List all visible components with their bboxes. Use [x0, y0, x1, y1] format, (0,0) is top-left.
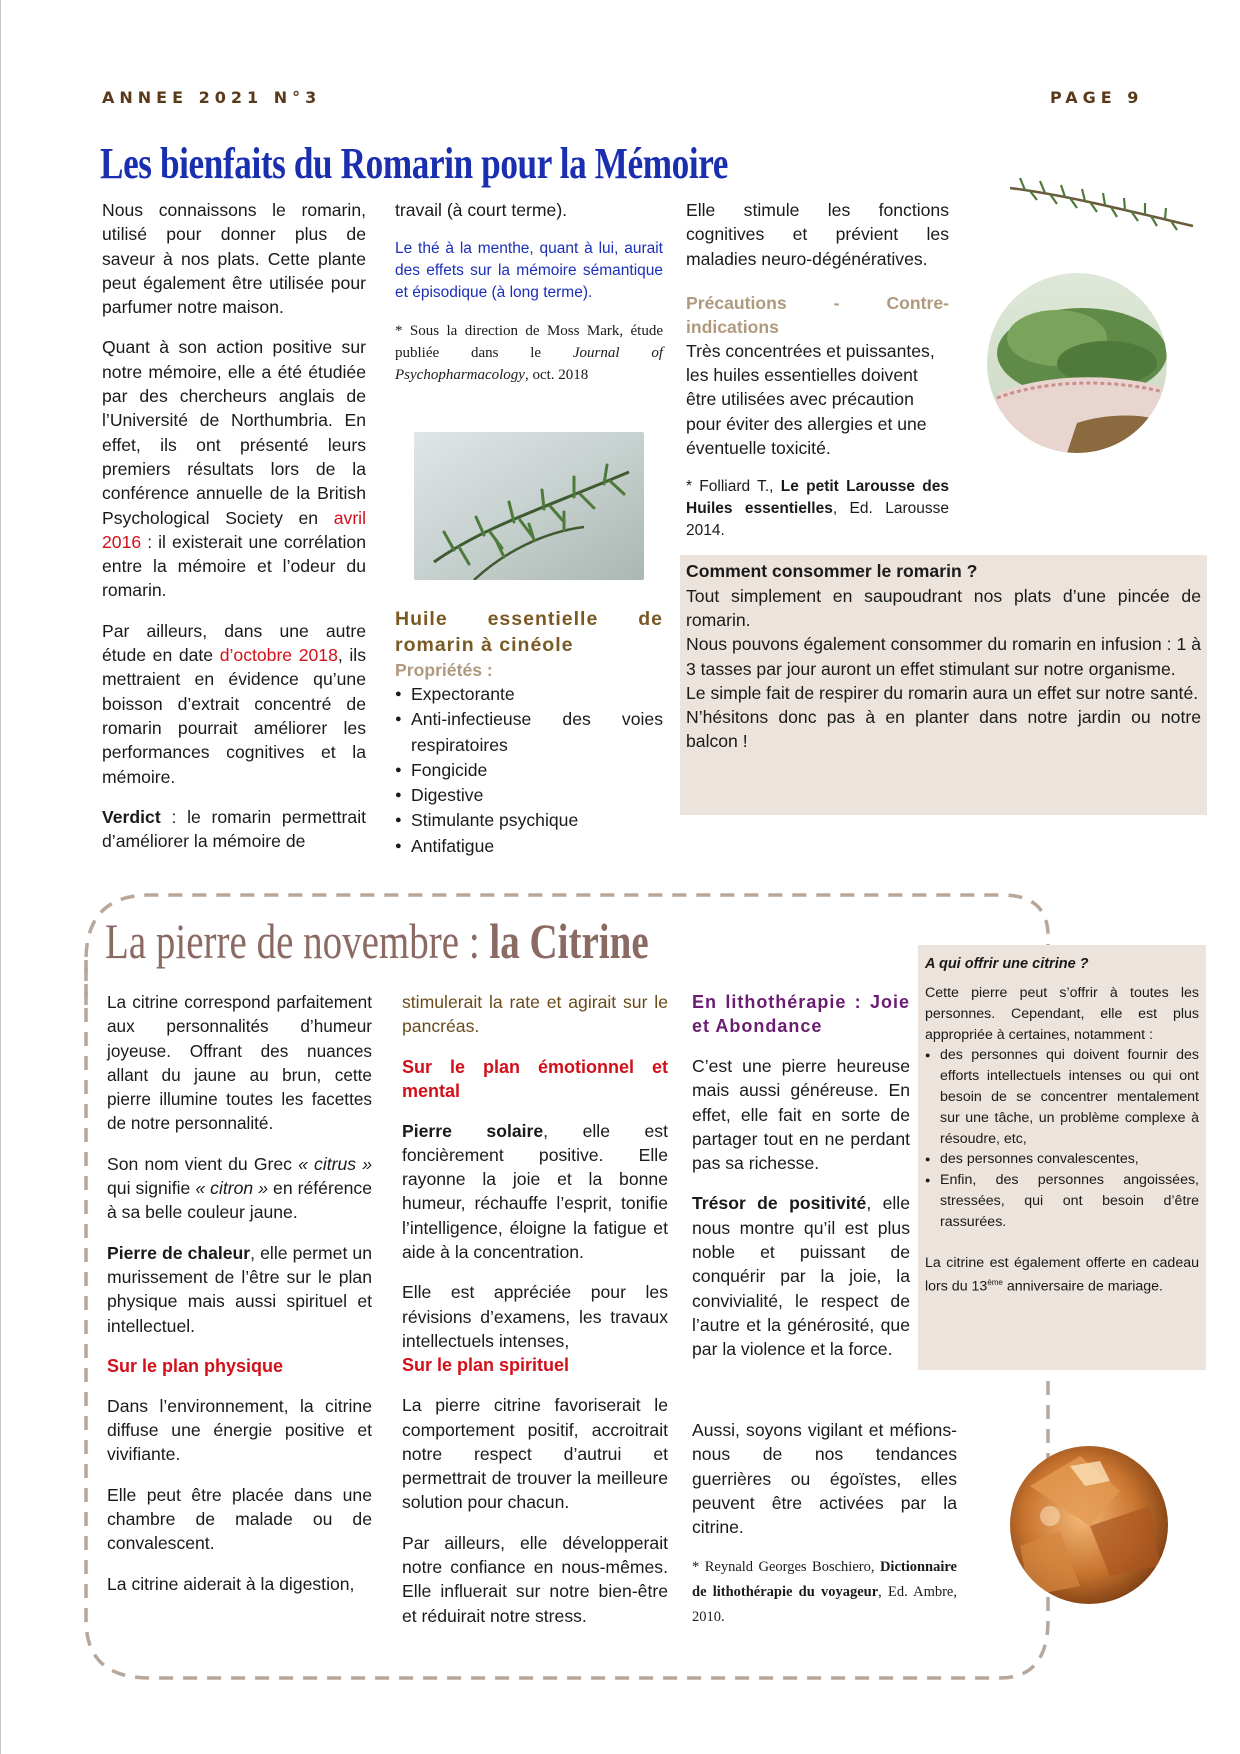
spiritual-plane-title: Sur le plan spirituel	[402, 1355, 570, 1376]
physical-plane-text: Dans l’environnement, la citrine diffuse une énergie positive et vivifiante.	[107, 1395, 372, 1465]
positivity-treasure: Trésor de positivité, elle nous montre qu’il est plus noble et puissant de conquérir par la joie, la convivialité, le respect de l’autre et la générosité, que par la violence et la force.	[692, 1193, 910, 1360]
citrine-confidence: Par ailleurs, elle développerait notre confiance en nous-mêmes. Elle influerait sur notre bien-être et réduirait notre stress.	[402, 1532, 668, 1626]
rosemary-intro: Nous connaissons le romarin, utilisé pour donner plus de saveur à nos plats. Cette plante peut également être utilisée pour parfumer notre maison.	[102, 200, 366, 318]
rosemary-verdict: Verdict : le romarin permettrait d’améliorer la mémoire de	[102, 806, 366, 852]
consumption-line: Tout simplement en saupoudrant nos plats d’une pincée de romarin.	[686, 586, 1201, 631]
rosemary-title: Les bienfaits du Romarin pour la Mémoire	[100, 139, 729, 188]
consumption-line: Le simple fait de respirer du romarin aura un effet sur notre santé.	[686, 682, 1199, 703]
citrine-stone-photo	[1010, 1446, 1168, 1604]
citrine-vigilance-block	[692, 1418, 957, 1630]
rosemary-column-1	[102, 198, 366, 869]
properties-list	[395, 682, 663, 859]
issue-header: ANNEE 2021 N°3	[102, 88, 322, 107]
property-item: ● Stimulante psychique	[395, 808, 663, 833]
emotional-plane-title: Sur le plan émotionnel et mental	[402, 1056, 668, 1101]
citrine-column-3	[692, 990, 910, 1378]
citrine-gift-title: A qui offrir une citrine ?	[925, 956, 1089, 972]
citrine-exams: Elle est appréciée pour les révisions d’examens, les travaux intellectuels intenses,	[402, 1282, 668, 1351]
citrine-title: La pierre de novembre : la Citrine	[105, 913, 649, 969]
rosemary-source-1: * Sous la direction de Moss Mark, étude publiée dans le Journal of Psychopharmacology, oct. 2018	[395, 323, 663, 384]
precautions-title: Précautions - Contre-indications	[686, 292, 949, 337]
rosemary-cognitive: Elle stimule les fonctions cognitives et prévient les maladies neuro-dégénératives.	[686, 200, 949, 269]
rosemary-photo	[414, 432, 644, 580]
essential-oil-section	[395, 606, 663, 859]
property-item: ● Digestive	[395, 783, 663, 808]
rosemary-column-3	[686, 198, 949, 542]
rosemary-column-2	[395, 198, 663, 404]
citrine-pancreas: stimulerait la rate et agirait sur le pancréas.	[402, 992, 668, 1037]
citrine-gift-list	[925, 1045, 1199, 1232]
citrine-source: * Reynald Georges Boschiero, Dictionnaire de lithothérapie du voyageur, Ed. Ambre, 2010.	[692, 1559, 957, 1626]
property-item: ● Fongicide	[395, 758, 663, 783]
citrine-gift-intro: Cette pierre peut s’offrir à toutes les personnes. Cependant, elle est plus appropriée à certaines, notamment :	[925, 985, 1199, 1043]
citrine-digestion: La citrine aiderait à la digestion,	[107, 1573, 355, 1594]
citrine-gift-item: ● Enfin, des personnes angoissées, stressées, qui ont besoin d’être rassurées.	[925, 1170, 1199, 1232]
property-item: ● Antifatigue	[395, 834, 663, 859]
consumption-title: Comment consommer le romarin ?	[686, 561, 978, 581]
citrine-gift-box	[918, 945, 1206, 1370]
consumption-line: Nous pouvons également consommer du romarin en infusion : 1 à 3 tasses par jour auront un effet stimulant sur notre organisme.	[686, 634, 1201, 679]
date-october-2018: d’octobre 2018	[219, 645, 338, 666]
lithotherapy-text: C’est une pierre heureuse mais aussi généreuse. En effet, elle fait en sorte de partager tout en ne perdant pas sa richesse.	[692, 1056, 910, 1174]
rosemary-basket-photo	[987, 273, 1167, 453]
citrine-column-2	[402, 990, 668, 1644]
citrine-warmth: Pierre de chaleur, elle permet un murissement de l’être sur le plan physique mais aussi spirituel et intellectuel.	[107, 1242, 372, 1336]
consumption-box	[680, 555, 1207, 815]
properties-label: Propriétés :	[395, 660, 493, 680]
essential-oil-title: Huile essentielle de romarin à cinéole	[395, 608, 663, 656]
spiritual-plane-text: La pierre citrine favoriserait le comportement positif, accroitrait notre respect d’autrui et permettrait de trouver la meilleure solution pour chacun.	[402, 1395, 668, 1513]
page-number: PAGE 9	[1050, 88, 1144, 107]
lithotherapy-title: En lithothérapie : Joie et Abondance	[692, 992, 910, 1036]
citrine-name-origin: Son nom vient du Grec « citrus » qui signifie « citron » en référence à sa belle couleur jaune.	[107, 1153, 372, 1223]
rosemary-research: Quant à son action positive sur notre mémoire, elle a été étudiée par des chercheurs anglais de l’Université de Northumbria. En effet, ils ont présenté leurs premiers résultats lors de la conférence annuelle de la British Psychological Society en avril 2016 : il existerait une corrélation entre la mémoire et l’odeur du romarin.	[102, 337, 366, 601]
emotional-plane-text: Pierre solaire, elle est foncièrement positive. Elle rayonne la joie et la bonne humeur, réchauffe l’esprit, tonifie l’intelligence, éloigne la fatigue et aide à la concentration.	[402, 1120, 668, 1263]
date-april-2016: avril 2016	[102, 507, 366, 552]
rosemary-study-2018: Par ailleurs, dans une autre étude en date d’octobre 2018, ils mettraient en évidence qu’une boisson d’extrait concentré de romarin pourrait améliorer les performances cognitives et la mémoire.	[102, 620, 367, 787]
physical-plane-title: Sur le plan physique	[107, 1355, 284, 1376]
citrine-anniversary: La citrine est également offerte en cadeau lors du 13ème anniversaire de mariage.	[925, 1254, 1199, 1296]
rosemary-source-2: * Folliard T., Le petit Larousse des Huiles essentielles, Ed. Larousse 2014.	[686, 478, 949, 540]
citrine-gift-item: ● des personnes convalescentes,	[925, 1149, 1199, 1170]
rosemary-working-memory: travail (à court terme).	[395, 200, 568, 220]
citrine-sickroom: Elle peut être placée dans une chambre de malade ou de convalescent.	[107, 1484, 372, 1554]
precautions-text: Très concentrées et puissantes, les huiles essentielles doivent être utilisées avec précaution pour éviter des allergies et une éventuelle toxicité.	[686, 340, 935, 459]
mint-tea-note: Le thé à la menthe, quant à lui, aurait des effets sur la mémoire sémantique et épisodique (à long terme).	[395, 240, 663, 302]
citrine-gift-item: ● des personnes qui doivent fournir des efforts intellectuels intenses ou qui ont besoin de se concentrer mentalement sur une tâche, un problème complexe à résoudre, etc,	[925, 1045, 1199, 1149]
consumption-line: N’hésitons donc pas à en planter dans notre jardin ou notre balcon !	[686, 707, 1201, 752]
page-edge	[0, 0, 1, 1754]
property-item: ● Anti-infectieuse des voies respiratoires	[395, 707, 663, 758]
citrine-vigilance: Aussi, soyons vigilant et méfions-nous de nos tendances guerrières ou égoïstes, elles peuvent être activées par la citrine.	[692, 1420, 957, 1538]
citrine-intro: La citrine correspond parfaitement aux personnalités d’humeur joyeuse. Offrant des nuances allant du jaune au brun, cette pierre illumine toutes les facettes de notre personnalité.	[107, 992, 372, 1134]
citrine-column-1	[107, 990, 372, 1612]
rosemary-sprig-image	[1005, 170, 1200, 235]
property-item: ● Expectorante	[395, 682, 663, 707]
